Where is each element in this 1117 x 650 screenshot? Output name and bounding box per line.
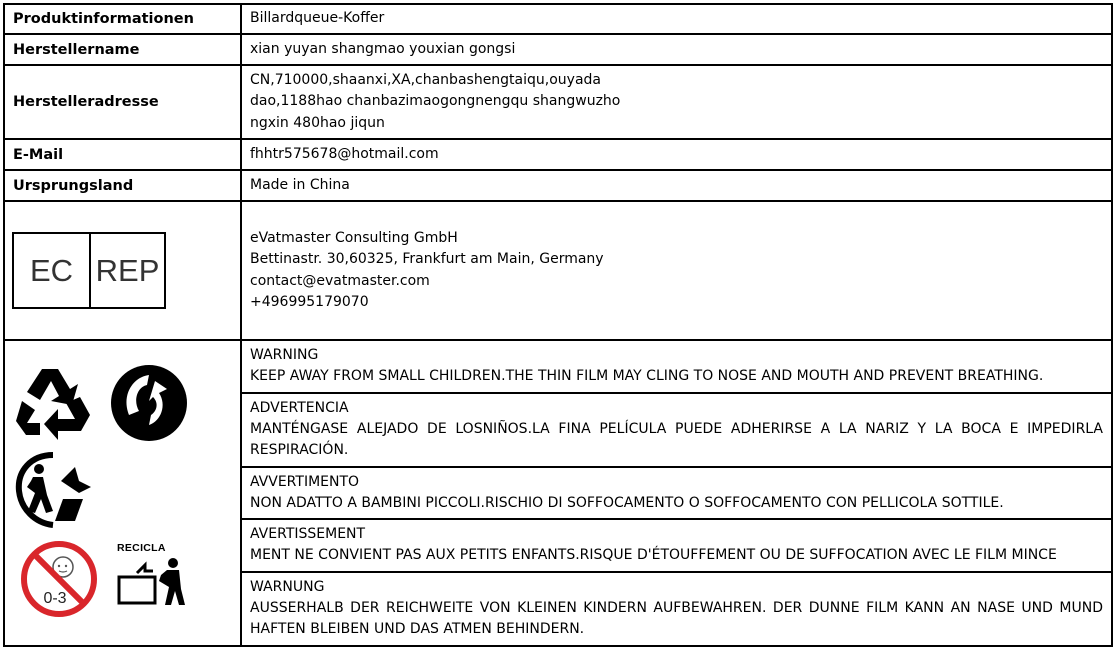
recicla-icon — [115, 557, 187, 609]
warning-title: WARNING — [250, 347, 319, 363]
address-label: Herstelleradresse — [4, 65, 241, 139]
address-line: ngxin 480hao jiqun — [250, 114, 385, 131]
product-label: Produktinformationen — [4, 4, 241, 34]
origin-value: Made in China — [241, 170, 1112, 201]
warning-text: MANTÉNGASE ALEJADO DE LOSNIÑOS.LA FINA PELÍCULA PUEDE ADHERIRSE A LA NARIZ Y LA BOCA E IMPEDIRLA RESPIRACIÓN. — [250, 421, 1103, 458]
email-value: fhhtr575678@hotmail.com — [241, 139, 1112, 170]
warning-text: NON ADATTO A BAMBINI PICCOLI.RISCHIO DI SOFFOCAMENTO O SOFFOCAMENTO CON PELLICOLA SOTTILE. — [250, 495, 1004, 511]
ec-rep-row — [4, 201, 1112, 340]
origin-row — [4, 170, 1112, 201]
ec-rep-address: Bettinastr. 30,60325, Frankfurt am Main, Germany — [250, 251, 604, 267]
address-line: CN,710000,shaanxi,XA,chanbashengtaiqu,ouyada — [250, 71, 601, 88]
warning-es — [242, 394, 1111, 468]
age-0-3-warning-icon — [19, 539, 99, 619]
warning-title: AVVERTIMENTO — [250, 474, 360, 490]
ec-rep-email: contact@evatmaster.com — [250, 272, 430, 289]
recicla-label: RECICLA — [117, 542, 166, 554]
symbols-cell — [4, 340, 241, 646]
address-line: dao,1188hao chanbazimaogongnengqu shangwuzho — [250, 93, 621, 110]
product-row — [4, 4, 1112, 34]
age-label: 0-3 — [43, 590, 67, 607]
ec-rep-logo-cell — [4, 201, 241, 340]
warning-en — [242, 341, 1111, 394]
product-value: Billardqueue-Koffer — [241, 4, 1112, 34]
tidyman-recycle-icon — [13, 451, 97, 529]
warnings-row — [4, 340, 1112, 646]
manufacturer-label: Herstellername — [4, 34, 241, 65]
warning-title: AVERTISSEMENT — [250, 526, 366, 542]
warning-de — [242, 573, 1111, 645]
manufacturer-value: xian yuyan shangmao youxian gongsi — [241, 34, 1112, 65]
warnings-cell — [241, 340, 1112, 646]
symbols-area — [5, 341, 240, 643]
origin-label: Ursprungsland — [4, 170, 241, 201]
email-label: E-Mail — [4, 139, 241, 170]
warning-text: MENT NE CONVIENT PAS AUX PETITS ENFANTS.RISQUE D'ÉTOUFFEMENT OU DE SUFFOCATION AVEC LE FILM MINCE — [250, 547, 1057, 563]
warning-it — [242, 468, 1111, 520]
ec-rep-details — [241, 201, 1112, 340]
ec-rep-logo — [12, 232, 166, 309]
warning-title: ADVERTENCIA — [250, 400, 349, 416]
warning-title: WARNUNG — [250, 579, 325, 595]
ec-rep-logo-right: REP — [95, 252, 160, 288]
warning-text: KEEP AWAY FROM SMALL CHILDREN.THE THIN FILM MAY CLING TO NOSE AND MOUTH AND PREVENT BREATHING. — [250, 368, 1044, 384]
product-info-table — [3, 3, 1113, 647]
address-value — [241, 65, 1112, 139]
ec-rep-logo-left: EC — [14, 234, 91, 307]
ec-rep-company: eVatmaster Consulting GmbH — [250, 229, 458, 246]
ec-rep-phone: +496995179070 — [250, 294, 369, 310]
warning-fr — [242, 520, 1111, 573]
address-row — [4, 65, 1112, 139]
green-dot-icon — [109, 363, 189, 443]
manufacturer-row — [4, 34, 1112, 65]
email-row — [4, 139, 1112, 170]
warning-text: AUSSERHALB DER REICHWEITE VON KLEINEN KINDERN AUFBEWAHREN. DER DUNNE FILM KANN AN NASE UND MUND HAFTEN BLEIBEN UND DAS ATMEN BEHINDERN. — [250, 600, 1103, 637]
recycle-icon — [14, 365, 94, 441]
